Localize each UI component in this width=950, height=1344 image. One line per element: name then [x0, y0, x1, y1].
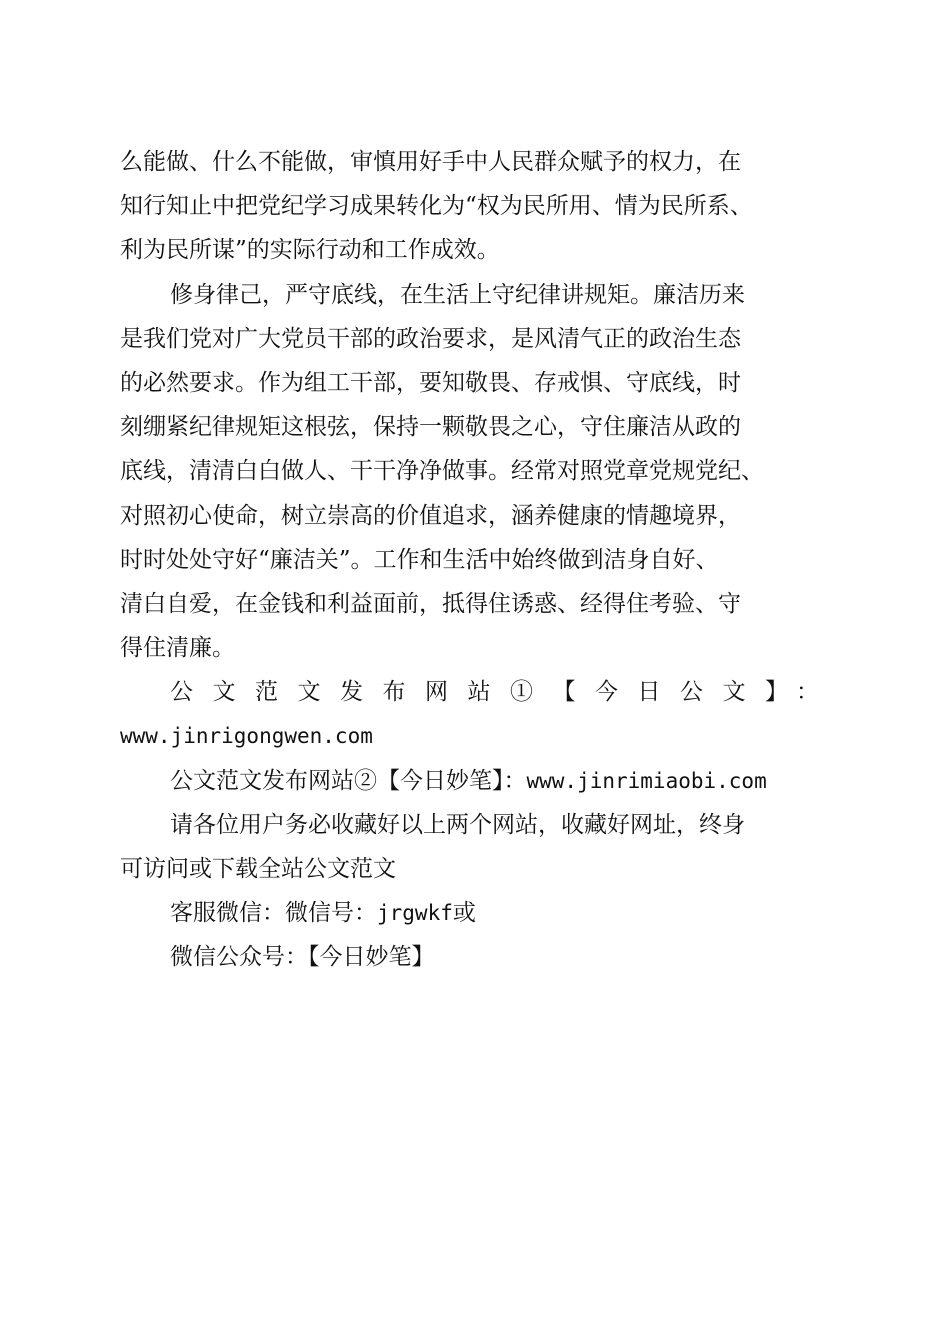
site2-line	[120, 759, 830, 803]
body-line: 的必然要求。作为组工干部，要知敬畏、存戒惧、守底线，时	[120, 369, 741, 396]
body-line: 知行知止中把党纪学习成果转化为“权为民所用、情为民所系、	[120, 193, 753, 220]
site1-url[interactable]: www.jinrigongwen.com	[120, 724, 373, 749]
body-line: 底线，清清白白做人、干干净净做事。经常对照党章党规党纪、	[120, 458, 764, 485]
body-line: 得住清廉。	[120, 635, 235, 662]
body-line: 对照初心使命，树立崇高的价值追求，涵养健康的情趣境界，	[120, 502, 741, 529]
document-page	[120, 140, 839, 980]
paragraph-start-line: 修身律己，严守底线，在生活上守纪律讲规矩。廉洁历来	[170, 281, 745, 308]
service-or: 或	[452, 900, 476, 927]
body-line: 是我们党对广大党员干部的政治要求，是风清气正的政治生态	[120, 325, 741, 352]
body-line: 利为民所谋”的实际行动和工作成效。	[120, 237, 500, 264]
body-line: 刻绷紧纪律规矩这根弦，保持一颗敬畏之心，守住廉洁从政的	[120, 414, 741, 441]
site2-label: 公文范文发布网站②【今日妙笔】：	[170, 767, 527, 794]
site2-url[interactable]: www.jinrimiaobi.com	[526, 768, 767, 793]
site1-label: 公文范文发布网站①【今日公文】：	[170, 679, 839, 706]
service-wechat-id: jrgwkf	[377, 901, 453, 926]
body-line: 清白自爱，在金钱和利益面前，抵得住诱惑、经得住考验、守	[120, 590, 741, 617]
service-wechat-line	[120, 891, 830, 935]
body-line: 么能做、什么不能做，审慎用好手中人民群众赋予的权力，在	[120, 149, 741, 175]
notice-line: 请各位用户务必收藏好以上两个网站，收藏好网址，终身	[170, 811, 745, 838]
body-line: 时时处处守好“廉洁关”。工作和生活中始终做到洁身自好、	[120, 546, 719, 573]
service-label: 客服微信：微信号：	[170, 900, 377, 927]
official-account-line: 微信公众号：【今日妙笔】	[170, 944, 435, 971]
notice-line: 可访问或下载全站公文范文	[120, 856, 396, 882]
